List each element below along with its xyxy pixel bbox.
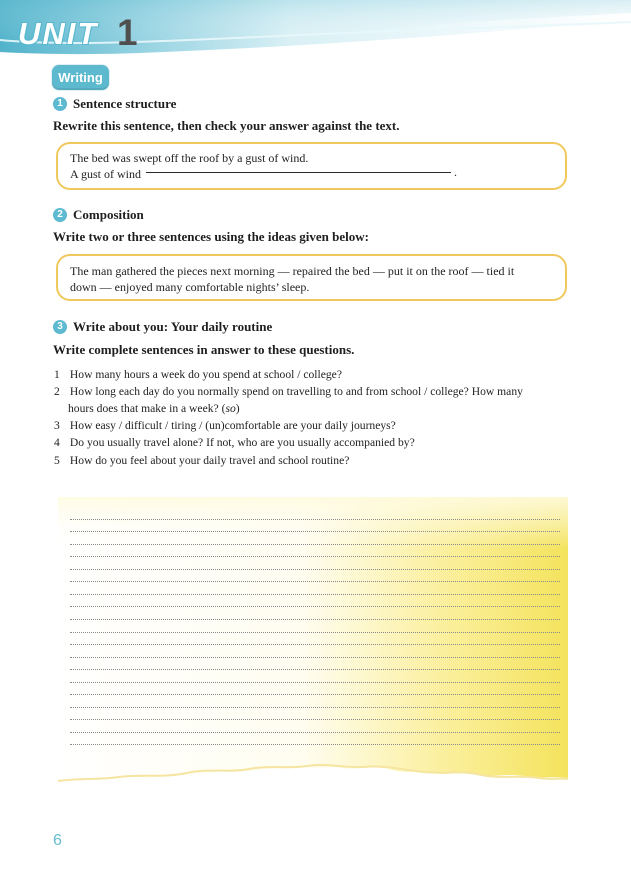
question-4 bbox=[54, 435, 415, 451]
unit-number: 1 bbox=[117, 12, 138, 53]
unit-banner bbox=[0, 0, 631, 72]
sentence-structure-box bbox=[56, 142, 567, 190]
ruled-line-12 bbox=[70, 657, 560, 658]
question-1-text: How many hours a week do you spend at school / college? bbox=[69, 368, 342, 381]
ruled-line-5 bbox=[70, 569, 560, 570]
question-1 bbox=[54, 367, 342, 383]
question-2-continuation-text: hours does that make in a week? ( bbox=[68, 402, 226, 415]
section-1-title: Sentence structure bbox=[73, 96, 177, 111]
ruled-line-10 bbox=[70, 632, 560, 633]
question-2-text: How long each day do you normally spend on travelling to and from school / college? How many bbox=[69, 385, 523, 398]
question-4-number: 4 bbox=[54, 436, 60, 449]
ruled-line-2 bbox=[70, 531, 560, 532]
ruled-line-8 bbox=[70, 606, 560, 607]
original-sentence: The bed was swept off the roof by a gust of wind. bbox=[70, 151, 309, 165]
ruled-line-11 bbox=[70, 644, 560, 645]
ruled-line-18 bbox=[70, 732, 560, 733]
rewrite-answer-line[interactable] bbox=[146, 172, 451, 173]
ruled-line-15 bbox=[70, 694, 560, 695]
question-3-number: 3 bbox=[54, 419, 60, 432]
composition-ideas-line-1: The man gathered the pieces next morning — repaired the bed — put it on the roof — tied it bbox=[70, 264, 515, 278]
ruled-line-7 bbox=[70, 594, 560, 595]
ruled-line-14 bbox=[70, 682, 560, 683]
question-5-text: How do you feel about your daily travel and school routine? bbox=[69, 454, 350, 467]
ruled-line-13 bbox=[70, 669, 560, 670]
page-number: 6 bbox=[53, 832, 62, 849]
question-2 bbox=[54, 384, 523, 400]
ruled-line-6 bbox=[70, 581, 560, 582]
question-5 bbox=[54, 453, 349, 469]
section-1-number: 1 bbox=[53, 97, 67, 111]
section-1-instruction: Rewrite this sentence, then check your answer against the text. bbox=[53, 118, 400, 133]
question-2-number: 2 bbox=[54, 385, 60, 398]
section-3-heading bbox=[53, 319, 272, 335]
question-3 bbox=[54, 418, 396, 434]
ruled-line-16 bbox=[70, 707, 560, 708]
ruled-line-19 bbox=[70, 744, 560, 745]
yellow-writing-paper bbox=[58, 497, 568, 784]
section-2-number: 2 bbox=[53, 208, 67, 222]
question-5-number: 5 bbox=[54, 454, 60, 467]
question-2-italic-word: so bbox=[225, 402, 236, 415]
rewrite-prompt: A gust of wind bbox=[70, 167, 142, 181]
section-2-heading bbox=[53, 207, 144, 223]
unit-label: UNIT bbox=[18, 16, 99, 51]
ruled-line-3 bbox=[70, 544, 560, 545]
section-3-title: Write about you: Your daily routine bbox=[73, 319, 273, 334]
question-1-number: 1 bbox=[54, 368, 60, 381]
ruled-line-4 bbox=[70, 556, 560, 557]
question-2-continuation bbox=[68, 401, 240, 417]
writing-badge: Writing bbox=[51, 64, 110, 91]
answer-writing-area[interactable] bbox=[58, 497, 568, 784]
section-3-number: 3 bbox=[53, 320, 67, 334]
rewrite-period: . bbox=[454, 165, 457, 179]
composition-ideas-box bbox=[56, 254, 567, 301]
section-2-title: Composition bbox=[73, 207, 144, 222]
section-1-heading bbox=[53, 96, 176, 112]
question-2-continuation-end: ) bbox=[235, 402, 240, 415]
ruled-line-1 bbox=[70, 519, 560, 520]
section-2-instruction: Write two or three sentences using the ideas given below: bbox=[53, 229, 369, 244]
ruled-line-9 bbox=[70, 619, 560, 620]
question-3-text: How easy / difficult / tiring / (un)comfortable are your daily journeys? bbox=[69, 419, 396, 432]
section-3-instruction: Write complete sentences in answer to these questions. bbox=[53, 342, 355, 357]
ruled-line-17 bbox=[70, 719, 560, 720]
composition-ideas-line-2: down — enjoyed many comfortable nights’ sleep. bbox=[70, 280, 310, 294]
question-4-text: Do you usually travel alone? If not, who are you usually accompanied by? bbox=[69, 436, 415, 449]
